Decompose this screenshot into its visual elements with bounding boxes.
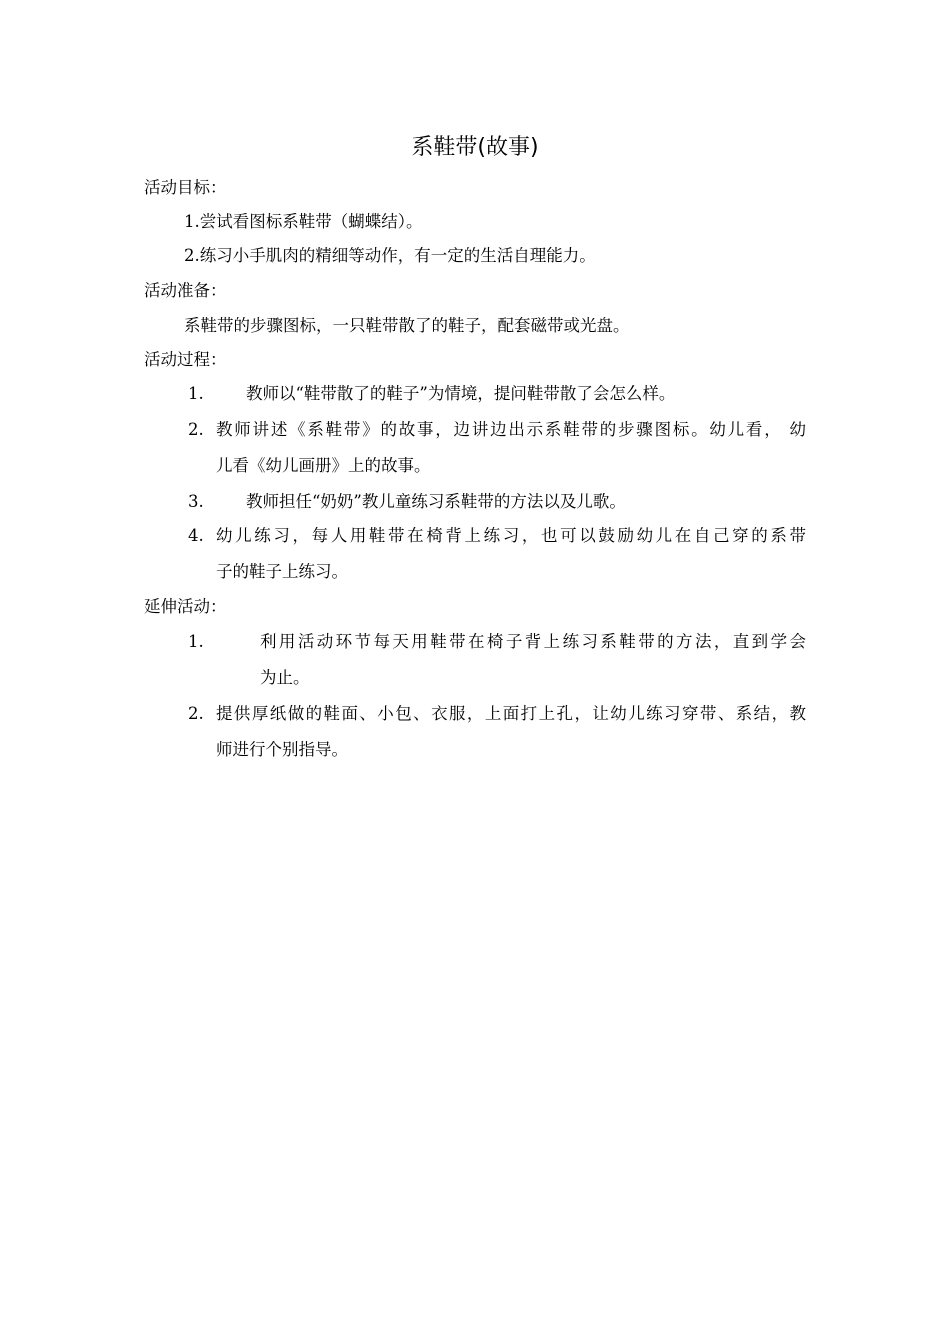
document-title: 系鞋带(故事) <box>411 135 539 160</box>
prep-text: 系鞋带的步骤图标，一只鞋带散了的鞋子，配套磁带或光盘。 <box>184 316 630 335</box>
process-item-4-line-2: 子的鞋子上练习。 <box>216 562 348 581</box>
extension-item-2-line-1: 提供厚纸做的鞋面、小包、衣服，上面打上孔，让幼儿练习穿带、系结，教 <box>216 704 806 723</box>
section-heading-process: 活动过程： <box>144 350 227 369</box>
process-item-1-number: 1. <box>188 384 204 403</box>
goal-item-1: 1.尝试看图标系鞋带（蝴蝶结）。 <box>184 212 423 231</box>
extension-item-1-number: 1. <box>188 632 204 651</box>
goal-item-2: 2.练习小手肌肉的精细等动作，有一定的生活自理能力。 <box>184 246 596 265</box>
process-item-2-line-2: 儿看《幼儿画册》上的故事。 <box>216 456 431 475</box>
extension-item-1-line-1: 利用活动环节每天用鞋带在椅子背上练习系鞋带的方法，直到学会 <box>260 632 806 651</box>
process-item-1-line-1: 教师以“鞋带散了的鞋子”为情境，提问鞋带散了会怎么样。 <box>246 384 676 403</box>
process-item-2-line-1: 教师讲述《系鞋带》的故事，边讲边出示系鞋带的步骤图标。幼儿看， 幼 <box>216 420 806 439</box>
section-heading-goals: 活动目标： <box>144 178 227 197</box>
section-heading-extension: 延伸活动： <box>144 597 227 616</box>
process-item-3-line-1: 教师担任“奶奶”教儿童练习系鞋带的方法以及儿歌。 <box>246 492 626 511</box>
process-item-4-number: 4. <box>188 526 204 545</box>
process-item-3-number: 3. <box>188 492 204 511</box>
extension-item-1-line-2: 为止。 <box>260 668 310 687</box>
section-heading-prep: 活动准备： <box>144 281 227 300</box>
extension-item-2-line-2: 师进行个别指导。 <box>216 740 348 759</box>
process-item-2-number: 2. <box>188 420 204 439</box>
process-item-4-line-1: 幼儿练习，每人用鞋带在椅背上练习，也可以鼓励幼儿在自己穿的系带 <box>216 526 806 545</box>
extension-item-2-number: 2. <box>188 704 204 723</box>
